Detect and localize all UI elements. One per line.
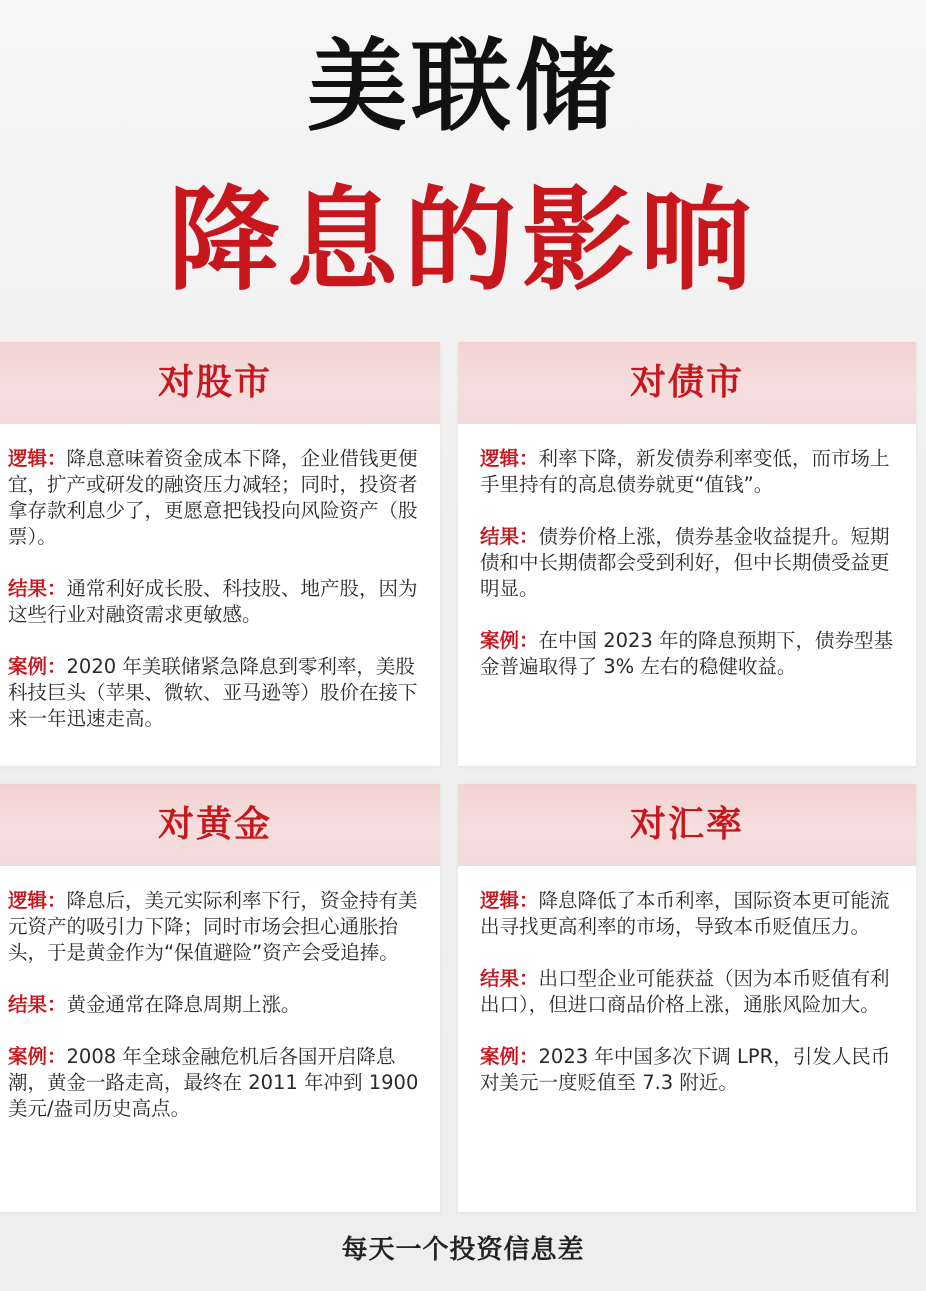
card-body [480, 888, 900, 1122]
result-label: 结果： [8, 577, 67, 600]
case-paragraph [480, 628, 900, 680]
case-label: 案例： [480, 1045, 539, 1068]
result-text: 黄金通常在降息周期上涨。 [66, 993, 301, 1016]
logic-label: 逻辑： [480, 447, 539, 470]
result-label: 结果： [8, 993, 67, 1016]
card-title: 对汇率 [458, 784, 916, 866]
footer-caption: 每天一个投资信息差 [341, 1235, 585, 1265]
card-body [8, 446, 426, 758]
case-label: 案例： [8, 1045, 67, 1068]
logic-label: 逻辑： [480, 889, 539, 912]
logic-text: 降息降低了本币利率，国际资本更可能流出寻找更高利率的市场，导致本币贬值压力。 [480, 889, 890, 938]
case-paragraph [480, 1044, 900, 1096]
card-body [480, 446, 900, 706]
card-title: 对黄金 [0, 784, 440, 866]
logic-label: 逻辑： [8, 447, 67, 470]
result-paragraph [480, 966, 900, 1018]
logic-paragraph [480, 446, 900, 498]
card-gold [0, 784, 440, 1212]
logic-paragraph [480, 888, 900, 940]
case-text: 2020 年美联储紧急降息到零利率，美股科技巨头（苹果、微软、亚马逊等）股价在接下来一年迅速走高。 [8, 655, 418, 730]
page-title: 美联储 [307, 28, 619, 145]
case-paragraph [8, 654, 426, 732]
case-text: 2023 年中国多次下调 LPR，引发人民币对美元一度贬值至 7.3 附近。 [480, 1045, 891, 1094]
result-paragraph [8, 992, 426, 1018]
logic-paragraph [8, 446, 426, 550]
result-label: 结果： [480, 967, 539, 990]
result-text: 债券价格上涨，债券基金收益提升。短期债和中长期债都会受到利好，但中长期债受益更明显。 [480, 525, 890, 600]
result-label: 结果： [480, 525, 539, 548]
case-label: 案例： [480, 629, 539, 652]
result-paragraph [8, 576, 426, 628]
case-paragraph [8, 1044, 426, 1122]
card-body [8, 888, 426, 1148]
card-title: 对股市 [0, 342, 440, 424]
result-paragraph [480, 524, 900, 602]
logic-text: 利率下降，新发债券利率变低，而市场上手里持有的高息债券就更“值钱”。 [480, 447, 890, 496]
card-exchange-rate [458, 784, 916, 1212]
page-subtitle: 降息的影响 [168, 176, 758, 306]
case-text: 在中国 2023 年的降息预期下，债券型基金普遍取得了 3% 左右的稳健收益。 [480, 629, 894, 678]
logic-text: 降息后，美元实际利率下行，资金持有美元资产的吸引力下降；同时市场会担心通胀抬头，于是黄金作为“保值避险”资产会受追捧。 [8, 889, 418, 964]
case-label: 案例： [8, 655, 67, 678]
logic-label: 逻辑： [8, 889, 67, 912]
card-stock-market [0, 342, 440, 766]
case-text: 2008 年全球金融危机后各国开启降息潮，黄金一路走高，最终在 2011 年冲到 1900 美元/盎司历史高点。 [8, 1045, 419, 1120]
logic-text: 降息意味着资金成本下降，企业借钱更便宜，扩产或研发的融资压力减轻；同时，投资者拿存款利息少了，更愿意把钱投向风险资产（股票）。 [8, 447, 418, 548]
logic-paragraph [8, 888, 426, 966]
card-title: 对债市 [458, 342, 916, 424]
result-text: 通常利好成长股、科技股、地产股，因为这些行业对融资需求更敏感。 [8, 577, 418, 626]
result-text: 出口型企业可能获益（因为本币贬值有利出口），但进口商品价格上涨，通胀风险加大。 [480, 967, 890, 1016]
card-bond-market [458, 342, 916, 766]
